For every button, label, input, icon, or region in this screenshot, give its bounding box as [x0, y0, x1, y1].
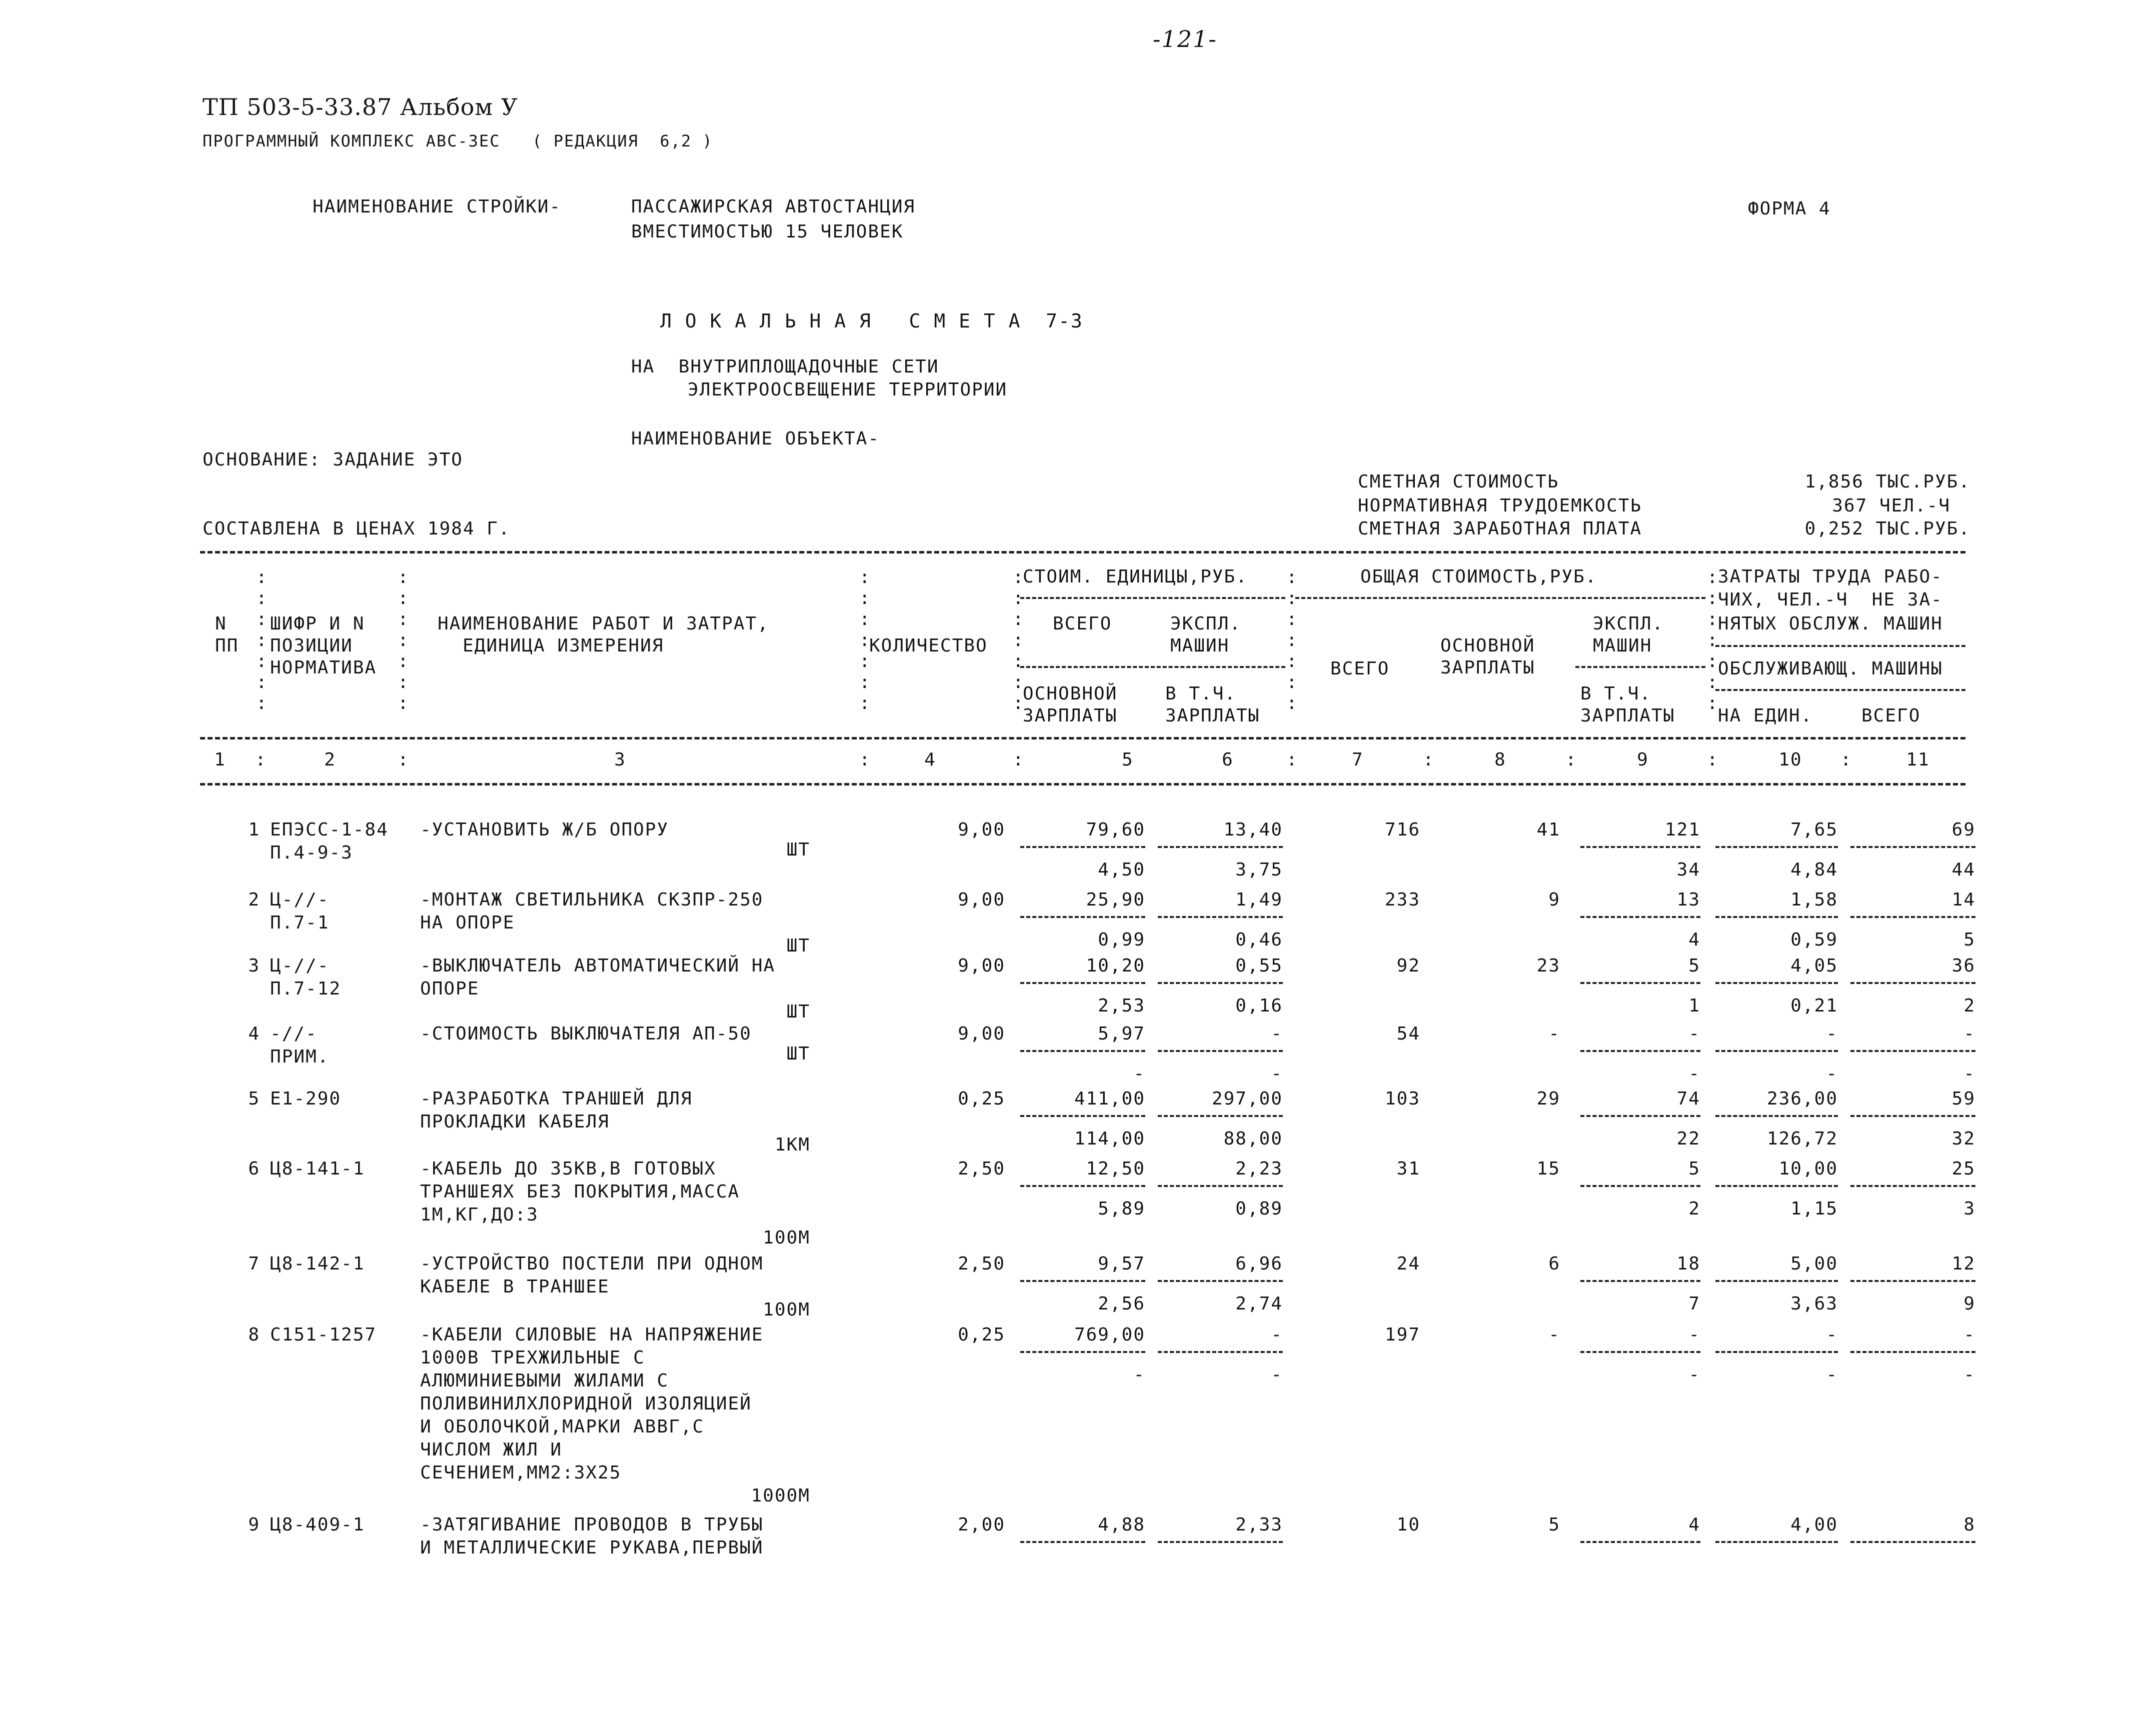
- row-rule: [1715, 1280, 1838, 1282]
- row-name: 1М,КГ,ДО:3: [420, 1204, 539, 1225]
- row-total-wage: 6: [1548, 1254, 1560, 1274]
- row-unit-machines: 6,96: [1235, 1254, 1283, 1274]
- row-unit-wage: 4,50: [1098, 860, 1145, 880]
- colnum: 9: [1637, 750, 1649, 770]
- row-labor-serv-total: 3: [1963, 1198, 1975, 1219]
- hdr-code-3: НОРМАТИВА: [270, 658, 377, 678]
- row-unit-machines: 13,40: [1223, 820, 1283, 840]
- summary-labor-label: НОРМАТИВНАЯ ТРУДОЕМКОСТЬ: [1358, 496, 1642, 516]
- hdr-unit-machines-2: МАШИН: [1170, 636, 1230, 656]
- summary-wage-label: СМЕТНАЯ ЗАРАБОТНАЯ ПЛАТА: [1358, 518, 1642, 539]
- row-rule: [1715, 1050, 1838, 1052]
- row-name: ПРОКЛАДКИ КАБЕЛЯ: [420, 1112, 610, 1132]
- row-unit-machines: 0,55: [1235, 956, 1283, 976]
- row-rule: [1580, 1351, 1700, 1353]
- row-rule: [1580, 1115, 1700, 1117]
- hdr-labor-rule-2: [1715, 689, 1965, 691]
- row-name: -КАБЕЛЬ ДО 35КВ,В ГОТОВЫХ: [420, 1158, 716, 1179]
- row-labor-serv-total: 32: [1951, 1128, 1975, 1149]
- row-labor-serv-unit: -: [1826, 1064, 1838, 1084]
- row-labor-serv-unit: -: [1826, 1364, 1838, 1385]
- row-total-incl-wage: -: [1688, 1364, 1700, 1385]
- row-labor-serv-unit: 3,63: [1790, 1294, 1838, 1314]
- row-labor-serv-unit: 0,21: [1790, 996, 1838, 1016]
- row-labor-serv-total: 2: [1963, 996, 1975, 1016]
- prices-year: СОСТАВЛЕНА В ЦЕНАХ 1984 Г.: [203, 518, 511, 539]
- sep-6: : : : : : : :: [1707, 567, 1718, 714]
- row-unit-wage: 5,89: [1098, 1198, 1145, 1219]
- row-number: 9: [248, 1514, 260, 1535]
- colnum-sep: :: [1565, 750, 1577, 770]
- work-line-1: НА ВНУТРИПЛОЩАДОЧНЫЕ СЕТИ: [631, 356, 939, 377]
- row-total: 54: [1396, 1024, 1420, 1044]
- row-rule: [1580, 846, 1700, 848]
- row-rule: [1158, 1280, 1283, 1282]
- row-total-machines: -: [1688, 1024, 1700, 1044]
- row-rule: [1850, 846, 1975, 848]
- row-labor-unit: -: [1826, 1324, 1838, 1345]
- hdr-unit-rule: [1020, 597, 1285, 599]
- colnum-sep: :: [1286, 750, 1298, 770]
- hdr-unit-cost: СТОИМ. ЕДИНИЦЫ,РУБ.: [1023, 566, 1248, 587]
- row-number: 1: [248, 820, 260, 840]
- building-name-2: ВМЕСТИМОСТЬЮ 15 ЧЕЛОВЕК: [631, 222, 904, 242]
- row-labor-total: -: [1963, 1024, 1975, 1044]
- row-total-machines: 4: [1688, 1514, 1700, 1535]
- building-label: НАИМЕНОВАНИЕ СТРОЙКИ-: [313, 196, 562, 217]
- row-unit-wage: 114,00: [1074, 1128, 1145, 1149]
- sep-1: : : : : : : :: [256, 567, 267, 714]
- header-rule-bottom: [200, 783, 1965, 786]
- summary-labor-value: 367 ЧЕЛ.-Ч: [1832, 496, 1950, 516]
- row-labor-serv-unit: 126,72: [1766, 1128, 1838, 1149]
- row-code: Ц8-409-1: [270, 1514, 365, 1535]
- row-total-wage: 5: [1548, 1514, 1560, 1535]
- object-label: НАИМЕНОВАНИЕ ОБЪЕКТА-: [631, 428, 880, 449]
- row-code: С151-1257: [270, 1324, 377, 1345]
- header-rule-top: [200, 551, 1965, 554]
- row-labor-total: 14: [1951, 890, 1975, 910]
- row-unit: ШТ: [786, 936, 810, 956]
- row-rule: [1580, 1050, 1700, 1052]
- row-total: 197: [1384, 1324, 1420, 1345]
- row-total-wage: 41: [1536, 820, 1560, 840]
- row-quantity: 0,25: [958, 1324, 1005, 1345]
- row-unit-machines: -: [1271, 1024, 1283, 1044]
- row-number: 5: [248, 1088, 260, 1109]
- hdr-labor-serv: ОБСЛУЖИВАЮЩ. МАШИНЫ: [1718, 658, 1943, 679]
- hdr-name-2: ЕДИНИЦА ИЗМЕРЕНИЯ: [463, 636, 664, 656]
- row-name: -ВЫКЛЮЧАТЕЛЬ АВТОМАТИЧЕСКИЙ НА: [420, 956, 776, 976]
- hdr-unit-wage-2: ЗАРПЛАТЫ: [1023, 706, 1118, 726]
- row-quantity: 0,25: [958, 1088, 1005, 1109]
- hdr-labor-unit: НА ЕДИН.: [1718, 706, 1813, 726]
- row-rule: [1715, 982, 1838, 984]
- row-unit: 1000М: [751, 1486, 810, 1506]
- row-total-wage: -: [1548, 1324, 1560, 1345]
- hdr-code-2: ПОЗИЦИИ: [270, 636, 353, 656]
- hdr-qty: КОЛИЧЕСТВО: [869, 636, 988, 656]
- row-total-wage: 15: [1536, 1158, 1560, 1179]
- hdr-tot-wage-1: ОСНОВНОЙ: [1440, 636, 1535, 656]
- row-name: ТРАНШЕЯХ БЕЗ ПОКРЫТИЯ,МАССА: [420, 1182, 740, 1202]
- row-unit-total: 411,00: [1074, 1088, 1145, 1109]
- row-labor-unit: 236,00: [1766, 1088, 1838, 1109]
- row-unit-incl-wage: 3,75: [1235, 860, 1283, 880]
- row-code: Ц-//-: [270, 956, 330, 976]
- row-total-incl-wage: 22: [1676, 1128, 1700, 1149]
- colnum: 1: [214, 750, 226, 770]
- row-unit-machines: -: [1271, 1324, 1283, 1345]
- row-quantity: 2,00: [958, 1514, 1005, 1535]
- hdr-tot-rule-2: [1575, 666, 1705, 668]
- row-total: 92: [1396, 956, 1420, 976]
- row-total-incl-wage: 34: [1676, 860, 1700, 880]
- row-total-machines: 74: [1676, 1088, 1700, 1109]
- row-rule: [1850, 916, 1975, 918]
- row-rule: [1715, 1541, 1838, 1543]
- colnum: 10: [1778, 750, 1802, 770]
- hdr-labor-2: ЧИХ, ЧЕЛ.-Ч НЕ ЗА-: [1718, 590, 1943, 610]
- row-rule: [1715, 916, 1838, 918]
- hdr-labor-3: НЯТЫХ ОБСЛУЖ. МАШИН: [1718, 614, 1943, 634]
- row-rule: [1715, 1115, 1838, 1117]
- row-code: П.4-9-3: [270, 842, 353, 863]
- row-rule: [1715, 846, 1838, 848]
- row-rule: [1580, 982, 1700, 984]
- row-unit-incl-wage: 88,00: [1223, 1128, 1283, 1149]
- row-name: -ЗАТЯГИВАНИЕ ПРОВОДОВ В ТРУБЫ: [420, 1514, 764, 1535]
- row-quantity: 2,50: [958, 1254, 1005, 1274]
- row-rule: [1850, 1115, 1975, 1117]
- colnum: 4: [924, 750, 936, 770]
- row-labor-unit: 7,65: [1790, 820, 1838, 840]
- basis: ОСНОВАНИЕ: ЗАДАНИЕ ЭТО: [203, 450, 463, 470]
- row-total-incl-wage: -: [1688, 1064, 1700, 1084]
- hdr-labor-1: ЗАТРАТЫ ТРУДА РАБО-: [1718, 566, 1943, 587]
- row-rule: [1158, 1115, 1283, 1117]
- row-code: ПРИМ.: [270, 1046, 330, 1067]
- row-rule: [1580, 1541, 1700, 1543]
- row-total-wage: 23: [1536, 956, 1560, 976]
- row-name: ПОЛИВИНИЛХЛОРИДНОЙ ИЗОЛЯЦИЕЙ: [420, 1394, 752, 1414]
- row-rule: [1158, 1351, 1283, 1353]
- row-unit-total: 4,88: [1098, 1514, 1145, 1535]
- hdr-tot-machines-1: ЭКСПЛ.: [1593, 614, 1664, 634]
- summary-cost-value: 1,856 ТЫС.РУБ.: [1804, 472, 1970, 492]
- row-rule: [1158, 1050, 1283, 1052]
- row-unit-machines: 2,23: [1235, 1158, 1283, 1179]
- row-total: 716: [1384, 820, 1420, 840]
- row-labor-total: 36: [1951, 956, 1975, 976]
- colnum: 8: [1494, 750, 1506, 770]
- row-name: 1000В ТРЕХЖИЛЬНЫЕ С: [420, 1348, 645, 1368]
- row-unit-total: 25,90: [1086, 890, 1145, 910]
- row-labor-unit: 4,00: [1790, 1514, 1838, 1535]
- row-total-machines: 13: [1676, 890, 1700, 910]
- row-name: -МОНТАЖ СВЕТИЛЬНИКА СКЗПР-250: [420, 890, 764, 910]
- row-unit-wage: -: [1133, 1064, 1145, 1084]
- row-code: Ц8-142-1: [270, 1254, 365, 1274]
- sep-4: : : : : : : :: [1013, 567, 1024, 714]
- row-unit-wage: 0,99: [1098, 930, 1145, 950]
- row-labor-serv-total: 44: [1951, 860, 1975, 880]
- row-labor-unit: 10,00: [1778, 1158, 1838, 1179]
- hdr-total-rule: [1295, 597, 1705, 599]
- row-number: 4: [248, 1024, 260, 1044]
- row-labor-serv-total: 5: [1963, 930, 1975, 950]
- row-unit-machines: 2,33: [1235, 1514, 1283, 1535]
- row-rule: [1020, 916, 1145, 918]
- sep-5: : : : : : : :: [1286, 567, 1297, 714]
- row-unit-wage: -: [1133, 1364, 1145, 1385]
- row-unit: 100М: [763, 1228, 810, 1248]
- row-rule: [1850, 1185, 1975, 1187]
- colnum: 7: [1352, 750, 1364, 770]
- header-rule-mid: [200, 737, 1965, 740]
- row-unit: ШТ: [786, 1002, 810, 1022]
- row-total: 233: [1384, 890, 1420, 910]
- row-rule: [1715, 1185, 1838, 1187]
- summary-cost-label: СМЕТНАЯ СТОИМОСТЬ: [1358, 472, 1559, 492]
- row-labor-total: 69: [1951, 820, 1975, 840]
- row-number: 3: [248, 956, 260, 976]
- row-code: ЕПЭСС-1-84: [270, 820, 389, 840]
- row-rule: [1158, 916, 1283, 918]
- row-labor-serv-total: -: [1963, 1064, 1975, 1084]
- smeta-title: Л О К А Л Ь Н А Я С М Е Т А 7-3: [660, 310, 1083, 332]
- row-name: -КАБЕЛИ СИЛОВЫЕ НА НАПРЯЖЕНИЕ: [420, 1324, 764, 1345]
- row-rule: [1715, 1351, 1838, 1353]
- hdr-unit-machines-1: ЭКСПЛ.: [1170, 614, 1242, 634]
- building-name-1: ПАССАЖИРСКАЯ АВТОСТАНЦИЯ: [631, 196, 916, 217]
- row-unit: 100М: [763, 1300, 810, 1320]
- colnum-sep: :: [1707, 750, 1719, 770]
- row-total-wage: 9: [1548, 890, 1560, 910]
- row-rule: [1850, 982, 1975, 984]
- row-unit-incl-wage: -: [1271, 1064, 1283, 1084]
- row-rule: [1850, 1280, 1975, 1282]
- row-labor-total: 8: [1963, 1514, 1975, 1535]
- row-number: 6: [248, 1158, 260, 1179]
- colnum-sep: :: [1013, 750, 1025, 770]
- row-labor-total: 12: [1951, 1254, 1975, 1274]
- row-labor-serv-unit: 0,59: [1790, 930, 1838, 950]
- row-total-machines: 5: [1688, 956, 1700, 976]
- row-quantity: 9,00: [958, 1024, 1005, 1044]
- row-name: И ОБОЛОЧКОЙ,МАРКИ АВВГ,С: [420, 1416, 705, 1437]
- row-name: КАБЕЛЕ В ТРАНШЕЕ: [420, 1276, 610, 1297]
- row-unit-incl-wage: 0,89: [1235, 1198, 1283, 1219]
- row-total: 10: [1396, 1514, 1420, 1535]
- row-code: -//-: [270, 1024, 318, 1044]
- row-rule: [1020, 1541, 1145, 1543]
- row-total-machines: 121: [1664, 820, 1700, 840]
- sep-3: : : : : : : :: [859, 567, 870, 714]
- row-rule: [1020, 1280, 1145, 1282]
- page-number: -121-: [1153, 26, 1217, 52]
- row-name: -РАЗРАБОТКА ТРАНШЕЙ ДЛЯ: [420, 1088, 693, 1109]
- row-number: 7: [248, 1254, 260, 1274]
- row-number: 8: [248, 1324, 260, 1345]
- sep-2: : : : : : : :: [398, 567, 409, 714]
- row-total-machines: -: [1688, 1324, 1700, 1345]
- row-code: Ц-//-: [270, 890, 330, 910]
- row-labor-serv-total: -: [1963, 1364, 1975, 1385]
- row-total-incl-wage: 7: [1688, 1294, 1700, 1314]
- hdr-tot-incl-1: В Т.Ч.: [1580, 684, 1652, 704]
- colnum: 2: [324, 750, 336, 770]
- hdr-tot-machines-2: МАШИН: [1593, 636, 1652, 656]
- row-code: П.7-12: [270, 978, 342, 999]
- row-name: СЕЧЕНИЕМ,ММ2:3Х25: [420, 1462, 622, 1483]
- row-unit-total: 12,50: [1086, 1158, 1145, 1179]
- row-number: 2: [248, 890, 260, 910]
- row-quantity: 9,00: [958, 820, 1005, 840]
- row-total: 31: [1396, 1158, 1420, 1179]
- colnum: 3: [614, 750, 626, 770]
- row-name: ЧИСЛОМ ЖИЛ И: [420, 1440, 563, 1460]
- hdr-tot-wage-2: ЗАРПЛАТЫ: [1440, 658, 1535, 678]
- row-quantity: 9,00: [958, 890, 1005, 910]
- row-rule: [1158, 1541, 1283, 1543]
- row-unit-total: 769,00: [1074, 1324, 1145, 1345]
- row-rule: [1020, 982, 1145, 984]
- row-labor-total: 25: [1951, 1158, 1975, 1179]
- row-total-incl-wage: 2: [1688, 1198, 1700, 1219]
- row-total-wage: -: [1548, 1024, 1560, 1044]
- row-total-machines: 18: [1676, 1254, 1700, 1274]
- row-unit-incl-wage: 2,74: [1235, 1294, 1283, 1314]
- colnum-sep: :: [859, 750, 871, 770]
- row-rule: [1158, 846, 1283, 848]
- hdr-tot-all: ВСЕГО: [1330, 658, 1390, 679]
- row-name: ОПОРЕ: [420, 978, 480, 999]
- row-name: И МЕТАЛЛИЧЕСКИЕ РУКАВА,ПЕРВЫЙ: [420, 1538, 764, 1558]
- row-rule: [1580, 1185, 1700, 1187]
- colnum: 6: [1222, 750, 1234, 770]
- hdr-unit-incl-1: В Т.Ч.: [1165, 684, 1237, 704]
- row-unit-total: 10,20: [1086, 956, 1145, 976]
- row-rule: [1020, 1185, 1145, 1187]
- row-labor-total: -: [1963, 1324, 1975, 1345]
- row-total-machines: 5: [1688, 1158, 1700, 1179]
- row-unit-total: 79,60: [1086, 820, 1145, 840]
- hdr-tot-incl-2: ЗАРПЛАТЫ: [1580, 706, 1675, 726]
- row-total-incl-wage: 1: [1688, 996, 1700, 1016]
- row-total-incl-wage: 4: [1688, 930, 1700, 950]
- row-code: Е1-290: [270, 1088, 342, 1109]
- hdr-unit-rule-2: [1020, 666, 1285, 668]
- row-labor-unit: 4,05: [1790, 956, 1838, 976]
- row-rule: [1850, 1050, 1975, 1052]
- album-title: ТП 503-5-33.87 Альбом У: [203, 94, 519, 120]
- colnum-sep: :: [255, 750, 267, 770]
- row-rule: [1020, 1050, 1145, 1052]
- colnum-sep: :: [1840, 750, 1852, 770]
- hdr-total-cost: ОБЩАЯ СТОИМОСТЬ,РУБ.: [1360, 566, 1597, 587]
- row-code: П.7-1: [270, 912, 330, 933]
- row-rule: [1850, 1351, 1975, 1353]
- row-labor-unit: 5,00: [1790, 1254, 1838, 1274]
- row-unit: 1КМ: [774, 1134, 810, 1155]
- row-rule: [1580, 916, 1700, 918]
- row-unit-machines: 297,00: [1211, 1088, 1283, 1109]
- row-unit-incl-wage: 0,16: [1235, 996, 1283, 1016]
- hdr-unit-wage-1: ОСНОВНОЙ: [1023, 684, 1118, 704]
- work-line-2: ЭЛЕКТРООСВЕЩЕНИЕ ТЕРРИТОРИИ: [688, 380, 1008, 400]
- hdr-name-1: НАИМЕНОВАНИЕ РАБОТ И ЗАТРАТ,: [438, 614, 769, 634]
- hdr-labor-all: ВСЕГО: [1861, 706, 1921, 726]
- row-total-wage: 29: [1536, 1088, 1560, 1109]
- row-rule: [1580, 1280, 1700, 1282]
- hdr-unit-incl-2: ЗАРПЛАТЫ: [1165, 706, 1260, 726]
- hdr-labor-rule: [1715, 645, 1965, 647]
- row-quantity: 2,50: [958, 1158, 1005, 1179]
- row-unit-incl-wage: -: [1271, 1364, 1283, 1385]
- row-rule: [1158, 982, 1283, 984]
- summary-wage-value: 0,252 ТЫС.РУБ.: [1804, 518, 1970, 539]
- row-unit: ШТ: [786, 840, 810, 860]
- row-name: АЛЮМИНИЕВЫМИ ЖИЛАМИ С: [420, 1370, 669, 1391]
- row-quantity: 9,00: [958, 956, 1005, 976]
- row-rule: [1020, 846, 1145, 848]
- row-unit-machines: 1,49: [1235, 890, 1283, 910]
- row-unit-incl-wage: 0,46: [1235, 930, 1283, 950]
- program-line: ПРОГРАММНЫЙ КОМПЛЕКС АВС-3ЕС ( РЕДАКЦИЯ 6,2 ): [203, 132, 713, 150]
- row-total: 24: [1396, 1254, 1420, 1274]
- row-code: Ц8-141-1: [270, 1158, 365, 1179]
- row-rule: [1020, 1115, 1145, 1117]
- colnum: 11: [1906, 750, 1930, 770]
- colnum: 5: [1122, 750, 1134, 770]
- hdr-n-1: N: [215, 614, 227, 634]
- row-unit-total: 5,97: [1098, 1024, 1145, 1044]
- hdr-unit-total: ВСЕГО: [1053, 614, 1112, 634]
- hdr-n-2: ПП: [215, 636, 239, 656]
- row-unit-wage: 2,53: [1098, 996, 1145, 1016]
- row-unit-total: 9,57: [1098, 1254, 1145, 1274]
- row-labor-serv-unit: 1,15: [1790, 1198, 1838, 1219]
- row-labor-serv-total: 9: [1963, 1294, 1975, 1314]
- row-rule: [1158, 1185, 1283, 1187]
- row-name: -СТОИМОСТЬ ВЫКЛЮЧАТЕЛЯ АП-50: [420, 1024, 752, 1044]
- colnum-sep: :: [398, 750, 410, 770]
- form-label: ФОРМА 4: [1748, 198, 1831, 219]
- hdr-code-1: ШИФР И N: [270, 614, 365, 634]
- row-total: 103: [1384, 1088, 1420, 1109]
- row-labor-total: 59: [1951, 1088, 1975, 1109]
- row-labor-unit: 1,58: [1790, 890, 1838, 910]
- row-unit: ШТ: [786, 1044, 810, 1064]
- row-rule: [1850, 1541, 1975, 1543]
- row-unit-wage: 2,56: [1098, 1294, 1145, 1314]
- row-name: -УСТАНОВИТЬ Ж/Б ОПОРУ: [420, 820, 669, 840]
- row-name: НА ОПОРЕ: [420, 912, 515, 933]
- row-rule: [1020, 1351, 1145, 1353]
- row-name: -УСТРОЙСТВО ПОСТЕЛИ ПРИ ОДНОМ: [420, 1254, 764, 1274]
- row-labor-unit: -: [1826, 1024, 1838, 1044]
- row-labor-serv-unit: 4,84: [1790, 860, 1838, 880]
- colnum-sep: :: [1423, 750, 1435, 770]
